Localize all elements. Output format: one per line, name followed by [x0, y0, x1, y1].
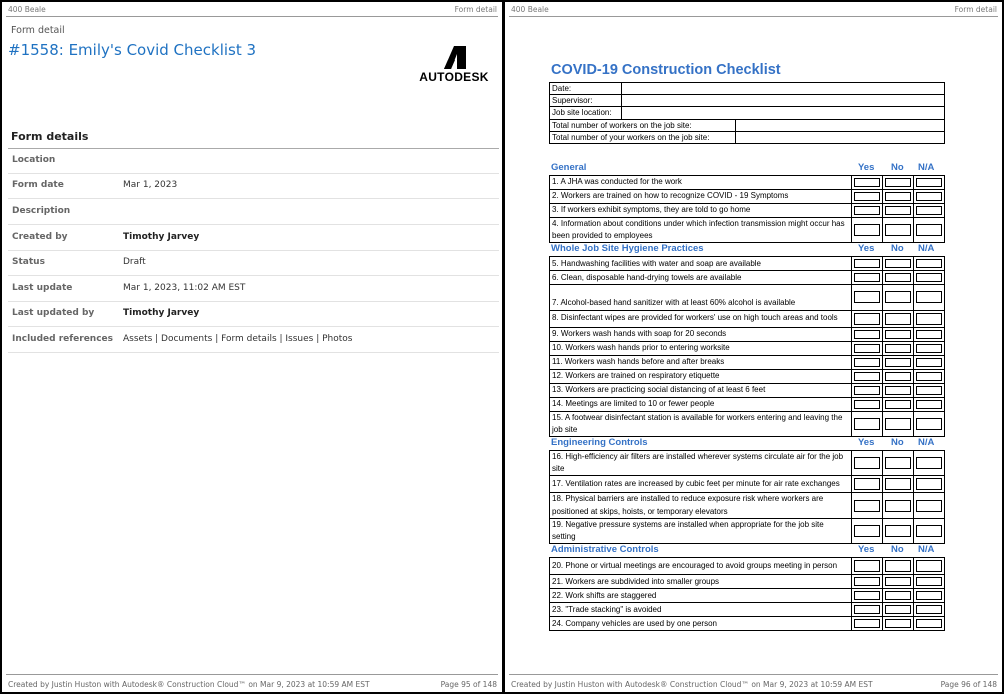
- info-value: [622, 83, 945, 95]
- no-checkbox[interactable]: [885, 192, 911, 201]
- col-na: N/A: [918, 243, 935, 255]
- col-no: No: [891, 544, 904, 556]
- page-95: [2, 2, 502, 692]
- no-checkbox[interactable]: [885, 418, 911, 430]
- no-checkbox[interactable]: [885, 591, 911, 600]
- checklist-item: [550, 217, 945, 242]
- field-label: Status: [12, 257, 45, 267]
- no-checkbox[interactable]: [885, 313, 911, 325]
- category-name: General: [551, 161, 587, 173]
- item-text: 18. Physical barriers are installed to reduce exposure risk where workers are positioned at skips, hoists, or temporary elevators: [550, 493, 852, 518]
- no-checkbox[interactable]: [885, 457, 911, 469]
- yes-checkbox[interactable]: [854, 273, 880, 282]
- yes-checkbox[interactable]: [854, 560, 880, 572]
- header-doc-type: Form detail: [454, 5, 497, 14]
- header-rule: [509, 16, 998, 17]
- no-checkbox[interactable]: [885, 619, 911, 628]
- no-checkbox[interactable]: [885, 259, 911, 268]
- checklist-item: [550, 257, 945, 271]
- no-checkbox[interactable]: [885, 358, 911, 367]
- na-checkbox[interactable]: [916, 224, 942, 236]
- na-checkbox[interactable]: [916, 591, 942, 600]
- item-text: 1. A JHA was conducted for the work: [550, 175, 852, 189]
- field-label: Created by: [12, 232, 68, 242]
- col-na: N/A: [918, 161, 935, 173]
- col-yes: Yes: [858, 436, 875, 448]
- col-no: No: [891, 436, 904, 448]
- field-description: [8, 200, 499, 225]
- header-doc-type: Form detail: [954, 5, 997, 14]
- yes-checkbox[interactable]: [854, 400, 880, 409]
- checklist-item: [550, 493, 945, 518]
- checklist-item: [550, 603, 945, 617]
- field-value: Mar 1, 2023, 11:02 AM EST: [123, 283, 246, 293]
- header-project: 400 Beale: [8, 5, 46, 14]
- field-value: Timothy Jarvey: [123, 308, 200, 318]
- yes-checkbox[interactable]: [854, 178, 880, 187]
- field-last-updated-by: [8, 302, 499, 327]
- form-title: #1558: Emily's Covid Checklist 3: [8, 41, 257, 59]
- field-label: Included references: [12, 334, 114, 344]
- info-table: [549, 82, 945, 120]
- item-text: 7. Alcohol-based hand sanitizer with at least 60% alcohol is available: [550, 285, 852, 310]
- item-text: 14. Meetings are limited to 10 or fewer people: [550, 397, 852, 411]
- yes-checkbox[interactable]: [854, 192, 880, 201]
- item-text: 19. Negative pressure systems are installed when appropriate for the job site setting: [550, 518, 852, 543]
- field-created-by: [8, 226, 499, 251]
- checklist-item: [550, 271, 945, 285]
- yes-checkbox[interactable]: [854, 291, 880, 303]
- item-text: 11. Workers wash hands before and after breaks: [550, 355, 852, 369]
- checklist-item: [550, 355, 945, 369]
- footer-credit: Created by Justin Huston with Autodesk® Construction Cloud™ on Mar 9, 2023 at 10:59 AM EST: [511, 680, 873, 689]
- field-value: Mar 1, 2023: [123, 180, 178, 190]
- header-rule: [6, 16, 498, 17]
- checklist-table: [549, 175, 945, 243]
- checklist-item: [550, 310, 945, 327]
- no-checkbox[interactable]: [885, 560, 911, 572]
- checklist-item: [550, 589, 945, 603]
- yes-checkbox[interactable]: [854, 605, 880, 614]
- category-name: Engineering Controls: [551, 436, 648, 448]
- field-included-references: [8, 328, 499, 353]
- na-checkbox[interactable]: [916, 560, 942, 572]
- na-checkbox[interactable]: [916, 178, 942, 187]
- item-text: 17. Ventilation rates are increased by cubic feet per minute for air rate exchanges: [550, 476, 852, 493]
- no-checkbox[interactable]: [885, 344, 911, 353]
- na-checkbox[interactable]: [916, 344, 942, 353]
- info-value: [622, 107, 945, 119]
- no-checkbox[interactable]: [885, 400, 911, 409]
- col-no: No: [891, 243, 904, 255]
- col-yes: Yes: [858, 544, 875, 556]
- na-checkbox[interactable]: [916, 457, 942, 469]
- na-checkbox[interactable]: [916, 273, 942, 282]
- na-checkbox[interactable]: [916, 259, 942, 268]
- header-project: 400 Beale: [511, 5, 549, 14]
- no-checkbox[interactable]: [885, 330, 911, 339]
- page-number: Page 96 of 148: [940, 680, 997, 689]
- checklist-item: [550, 341, 945, 355]
- info-label: Date:: [550, 83, 622, 95]
- item-text: 12. Workers are trained on respiratory etiquette: [550, 369, 852, 383]
- info-label: Supervisor:: [550, 95, 622, 107]
- autodesk-a-icon: [442, 46, 466, 69]
- info-table-totals: [549, 119, 945, 144]
- checklist-table: [549, 450, 945, 544]
- item-text: 8. Disinfectant wipes are provided for workers' use on high touch areas and tools: [550, 310, 852, 327]
- item-text: 13. Workers are practicing social distancing of at least 6 feet: [550, 383, 852, 397]
- item-text: 22. Work shifts are staggered: [550, 589, 852, 603]
- yes-checkbox[interactable]: [854, 224, 880, 236]
- checklist-table: [549, 557, 945, 631]
- checklist-item: [550, 558, 945, 575]
- checklist-item: [550, 383, 945, 397]
- item-text: 21. Workers are subdivided into smaller groups: [550, 575, 852, 589]
- na-checkbox[interactable]: [916, 206, 942, 215]
- footer-rule: [6, 674, 498, 675]
- na-checkbox[interactable]: [916, 386, 942, 395]
- yes-checkbox[interactable]: [854, 259, 880, 268]
- no-checkbox[interactable]: [885, 178, 911, 187]
- category-header: [549, 162, 945, 175]
- field-label: Description: [12, 206, 71, 216]
- na-checkbox[interactable]: [916, 358, 942, 367]
- section-title: Form details: [11, 130, 89, 143]
- yes-checkbox[interactable]: [854, 206, 880, 215]
- field-value: Assets | Documents | Form details | Issues | Photos: [123, 334, 353, 344]
- yes-checkbox[interactable]: [854, 358, 880, 367]
- field-status: [8, 251, 499, 276]
- na-checkbox[interactable]: [916, 291, 942, 303]
- checklist: [549, 82, 945, 631]
- no-checkbox[interactable]: [885, 372, 911, 381]
- checklist-item: [550, 617, 945, 631]
- na-checkbox[interactable]: [916, 619, 942, 628]
- checklist-item: [550, 575, 945, 589]
- yes-checkbox[interactable]: [854, 372, 880, 381]
- checklist-item: [550, 397, 945, 411]
- no-checkbox[interactable]: [885, 605, 911, 614]
- info-label: Total number of your workers on the job site:: [550, 131, 736, 143]
- yes-checkbox[interactable]: [854, 418, 880, 430]
- checklist-item: [550, 369, 945, 383]
- na-checkbox[interactable]: [916, 500, 942, 512]
- yes-checkbox[interactable]: [854, 591, 880, 600]
- yes-checkbox[interactable]: [854, 619, 880, 628]
- na-checkbox[interactable]: [916, 192, 942, 201]
- col-na: N/A: [918, 544, 935, 556]
- no-checkbox[interactable]: [885, 525, 911, 537]
- item-text: 20. Phone or virtual meetings are encouraged to avoid groups meeting in person: [550, 558, 852, 575]
- autodesk-logo: [416, 46, 492, 88]
- info-value: [622, 95, 945, 107]
- field-form-date: [8, 174, 499, 199]
- na-checkbox[interactable]: [916, 577, 942, 586]
- item-text: 4. Information about conditions under which infection transmission might occur has been provided to employees: [550, 217, 852, 242]
- info-value: [736, 119, 945, 131]
- no-checkbox[interactable]: [885, 386, 911, 395]
- item-text: 2. Workers are trained on how to recognize COVID - 19 Symptoms: [550, 189, 852, 203]
- item-text: 5. Handwashing facilities with water and soap are available: [550, 257, 852, 271]
- yes-checkbox[interactable]: [854, 525, 880, 537]
- checklist-item: [550, 175, 945, 189]
- yes-checkbox[interactable]: [854, 330, 880, 339]
- no-checkbox[interactable]: [885, 577, 911, 586]
- info-value: [736, 131, 945, 143]
- field-value: Timothy Jarvey: [123, 232, 200, 242]
- checklist-item: [550, 285, 945, 310]
- na-checkbox[interactable]: [916, 330, 942, 339]
- yes-checkbox[interactable]: [854, 457, 880, 469]
- yes-checkbox[interactable]: [854, 500, 880, 512]
- category-name: Whole Job Site Hygiene Practices: [551, 243, 704, 255]
- na-checkbox[interactable]: [916, 400, 942, 409]
- na-checkbox[interactable]: [916, 478, 942, 490]
- field-label: Location: [12, 155, 56, 165]
- col-no: No: [891, 161, 904, 173]
- info-label: Total number of workers on the job site:: [550, 119, 736, 131]
- no-checkbox[interactable]: [885, 500, 911, 512]
- yes-checkbox[interactable]: [854, 577, 880, 586]
- yes-checkbox[interactable]: [854, 313, 880, 325]
- no-checkbox[interactable]: [885, 478, 911, 490]
- checklist-item: [550, 327, 945, 341]
- col-yes: Yes: [858, 161, 875, 173]
- item-text: 15. A footwear disinfectant station is available for workers entering and leaving the job site: [550, 411, 852, 436]
- item-text: 24. Company vehicles are used by one person: [550, 617, 852, 631]
- page-96: [505, 2, 1002, 692]
- item-text: 10. Workers wash hands prior to entering worksite: [550, 341, 852, 355]
- info-label: Job site location:: [550, 107, 622, 119]
- breadcrumb: Form detail: [11, 25, 65, 36]
- status-value: Draft: [123, 257, 146, 267]
- field-location: [8, 149, 499, 174]
- na-checkbox[interactable]: [916, 372, 942, 381]
- no-checkbox[interactable]: [885, 291, 911, 303]
- field-label: Last update: [12, 283, 73, 293]
- checklist-item: [550, 411, 945, 436]
- footer-rule: [509, 674, 998, 675]
- category-header: [549, 544, 945, 557]
- checklist-table: [549, 256, 945, 437]
- na-checkbox[interactable]: [916, 605, 942, 614]
- checklist-title: COVID-19 Construction Checklist: [551, 62, 781, 78]
- no-checkbox[interactable]: [885, 206, 911, 215]
- item-text: 3. If workers exhibit symptoms, they are told to go home: [550, 203, 852, 217]
- item-text: 9. Workers wash hands with soap for 20 seconds: [550, 327, 852, 341]
- checklist-item: [550, 450, 945, 475]
- na-checkbox[interactable]: [916, 418, 942, 430]
- item-text: 23. "Trade stacking" is avoided: [550, 603, 852, 617]
- checklist-item: [550, 189, 945, 203]
- logo-wordmark: AUTODESK: [419, 70, 489, 84]
- category-name: Administrative Controls: [551, 544, 659, 556]
- col-na: N/A: [918, 436, 935, 448]
- field-last-update: [8, 277, 499, 302]
- yes-checkbox[interactable]: [854, 386, 880, 395]
- category-header: [549, 243, 945, 256]
- page-number: Page 95 of 148: [440, 680, 497, 689]
- item-text: 16. High-efficiency air filters are installed wherever systems circulate air for the job site: [550, 450, 852, 475]
- field-label: Last updated by: [12, 308, 95, 318]
- checklist-item: [550, 203, 945, 217]
- na-checkbox[interactable]: [916, 313, 942, 325]
- footer-credit: Created by Justin Huston with Autodesk® Construction Cloud™ on Mar 9, 2023 at 10:59 AM EST: [8, 680, 370, 689]
- no-checkbox[interactable]: [885, 224, 911, 236]
- checklist-item: [550, 476, 945, 493]
- checklist-item: [550, 518, 945, 543]
- yes-checkbox[interactable]: [854, 344, 880, 353]
- item-text: 6. Clean, disposable hand-drying towels are available: [550, 271, 852, 285]
- col-yes: Yes: [858, 243, 875, 255]
- category-header: [549, 437, 945, 450]
- field-label: Form date: [12, 180, 64, 190]
- na-checkbox[interactable]: [916, 525, 942, 537]
- yes-checkbox[interactable]: [854, 478, 880, 490]
- no-checkbox[interactable]: [885, 273, 911, 282]
